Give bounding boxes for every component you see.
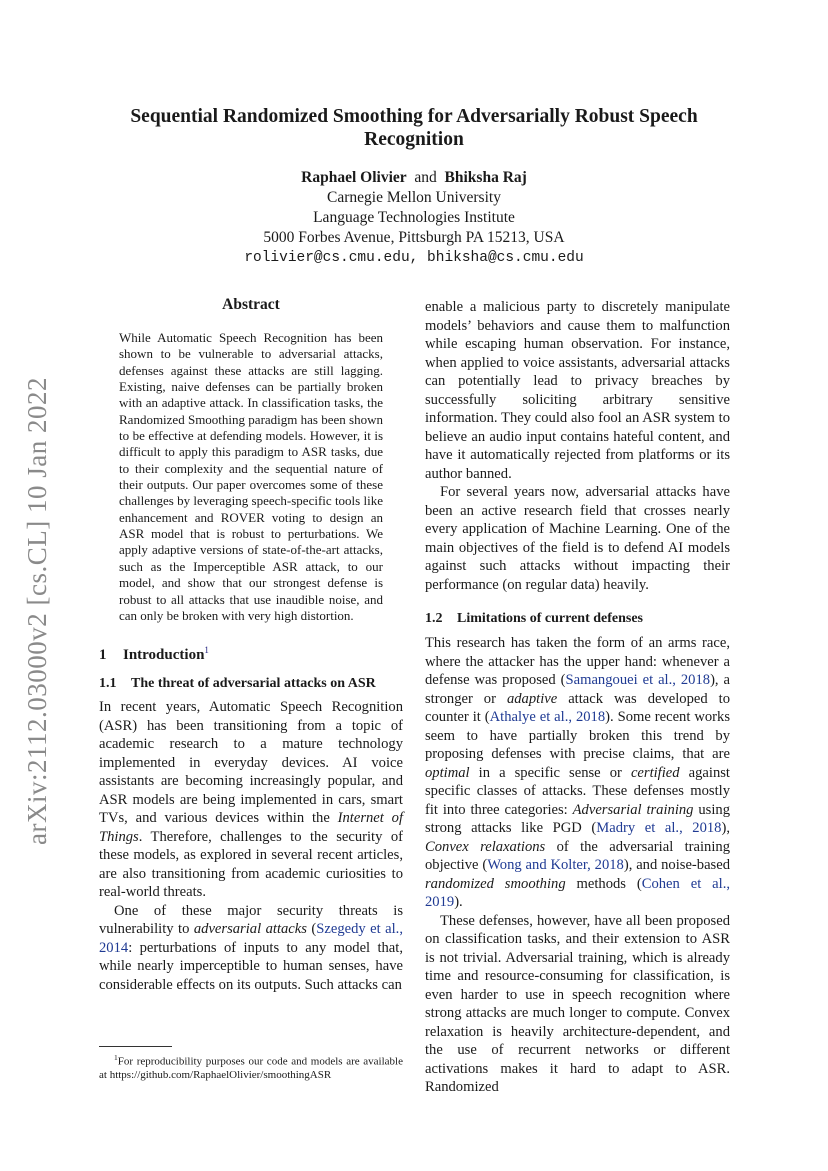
footnote-mark[interactable]: 1	[204, 645, 209, 656]
emphasis: Adversarial training	[572, 801, 694, 818]
intro-paragraph-1	[99, 698, 403, 902]
intro-paragraph-3: For several years now, adversarial attacks have been an active research field that crosses nearly every application of Machine Learning. One of the main objectives of the field is to defend AI models against such attacks without impacting their performance (on regular data) heavily.	[425, 484, 730, 593]
author-names	[100, 168, 728, 188]
emphasis: randomized smoothing	[425, 875, 566, 892]
section-1-title: Introduction	[123, 647, 205, 664]
author-2: Bhiksha Raj	[444, 169, 527, 186]
footnote-number: 1	[114, 1053, 118, 1062]
text-run: This research has taken the form of an arms race, where the attacker has the upper hand: whenever a defense was proposed (	[425, 635, 730, 688]
affiliation-institute: Language Technologies Institute	[313, 209, 515, 226]
text-run: of the adversarial training objective (	[425, 838, 730, 873]
text-run: ),	[721, 820, 730, 836]
emphasis: adversarial attacks	[193, 921, 307, 938]
limitations-paragraph-1	[425, 634, 730, 912]
text-run: in a specific sense or	[469, 764, 631, 781]
emphasis: Internet of Things	[99, 810, 403, 845]
emphasis: adaptive	[506, 690, 558, 707]
text-run: One of these major security threats is vulnerability to	[99, 902, 403, 938]
abstract-heading: Abstract	[222, 296, 280, 313]
intro-paragraph-2-continued: enable a malicious party to discretely manipulate models’ behaviors and cause them to malfunction while escaping human observation. For instance, when applied to voice assistants, adversarial attacks can potentially lead to privacy breaches by successfully soliciting arbitrary sensitive information. They could also fool an ASR system to believe an audio input contains hateful content, and have it automatically rejected from platforms or its author banned.	[425, 299, 730, 482]
emphasis: certified	[630, 764, 680, 781]
affiliation-address: 5000 Forbes Avenue, Pittsburgh PA 15213, USA	[263, 229, 565, 246]
text-run: ).	[454, 894, 463, 910]
emphasis: optimal	[425, 764, 470, 781]
author-1: Raphael Olivier	[301, 169, 407, 186]
footnote-area	[99, 1046, 403, 1082]
section-1-1-heading	[99, 676, 403, 692]
author-block	[100, 168, 728, 268]
citation-link[interactable]: Cohen et al., 2019	[425, 875, 730, 910]
section-1-1-number: 1.1	[99, 676, 117, 692]
section-1-number: 1	[99, 647, 107, 664]
footnote-content[interactable]: For reproducibility purposes our code and models are available at https://github.com/RaphaelOlivier/smoothingASR	[99, 1055, 403, 1081]
text-run: using strong attacks like PGD (	[425, 801, 731, 836]
text-run: . Therefore, challenges to the security of these models, as explored in several recent articles, are also transitioning from academic curiosities to real-world threats.	[99, 828, 403, 901]
intro-paragraph-2: One of these major security threats is vulnerability to adversarial attacks (Szegedy et al., 2014: perturbations of inputs to any model that, while nearly imperceptible to human senses, have considerable effects on its outputs. Such attacks can	[99, 902, 403, 993]
text-run: : perturbations of inputs to any model that, while nearly imperceptible to human senses, have considerable effects on its outputs. Such attacks can	[99, 939, 403, 993]
text-run: ). Some recent works seem to have partially broken this trend by proposing defenses with precise claims, that are	[425, 709, 730, 762]
author-and: and	[414, 169, 437, 186]
text-run: In recent years, Automatic Speech Recognition (ASR) has been transitioning from a topic of academic research to a mature technology implemented in everyday devices. AI voice assistants are becoming increasingly popular, and ASR models are being implemented in cars, smart TVs, and various devices within the	[99, 699, 403, 827]
text-run: ), a stronger or	[425, 672, 731, 707]
section-1-2-heading	[425, 611, 730, 627]
right-column	[425, 298, 730, 1097]
citation-link[interactable]: Szegedy et al., 2014	[99, 921, 403, 956]
section-1-2-title: Limitations of current defenses	[457, 611, 643, 626]
citation-link[interactable]: Wong and Kolter, 2018	[487, 857, 624, 873]
footnote-rule	[99, 1046, 172, 1047]
footnote-text	[99, 1051, 403, 1082]
citation-link[interactable]: Samangouei et al., 2018	[565, 672, 711, 688]
text-run: attack was developed to counter it (	[425, 690, 731, 725]
arxiv-side-stamp: arXiv:2112.03000v2 [cs.CL] 10 Jan 2022	[22, 377, 52, 845]
affiliation-university: Carnegie Mellon University	[327, 189, 501, 206]
section-1-heading	[99, 645, 403, 664]
text-run: against specific classes of attacks. These defenses mostly fit into three categories:	[425, 764, 730, 818]
text-run: methods (	[565, 875, 642, 892]
section-1-2-number: 1.2	[425, 611, 443, 626]
text-run: ), and noise-based	[623, 857, 731, 873]
paper-title: Sequential Randomized Smoothing for Adversarially Robust Speech Recognition	[130, 106, 698, 150]
left-column	[99, 296, 403, 994]
author-emails: rolivier@cs.cmu.edu, bhiksha@cs.cmu.edu	[244, 250, 584, 266]
abstract-text: While Automatic Speech Recognition has been shown to be vulnerable to adversarial attacks, defenses against these attacks are still lagging. Existing, naive defenses can be partially broken with an adaptive attack. In classification tasks, the Randomized Smoothing paradigm has been shown to be effective at defending models. However, it is difficult to apply this paradigm to ASR tasks, due to their complexity and the sequential nature of their outputs. Our paper overcomes some of these challenges by leveraging speech-specific tools like enhancement and ROVER voting to design an ASR model that is robust to perturbations. We apply adaptive versions of state-of-the-art attacks, such as the Imperceptible ASR attack, to our model, and show that our strongest defense is robust to all attacks that use inaudible noise, and can only be broken with very high distortion.	[119, 330, 383, 623]
limitations-paragraph-2: These defenses, however, have all been proposed on classification tasks, and their extension to ASR is not trivial. Adversarial training, which is already time and resource-consuming for classification, is even harder to use in speech recognition where strong attacks are much longer to compute. Convex relaxation is heavily architecture-dependent, and the use of recurrent networks or different activations makes it hard to adapt to ASR. Randomized	[425, 912, 730, 1095]
section-1-1-title: The threat of adversarial attacks on ASR	[131, 676, 376, 692]
emphasis: Convex relaxations	[425, 838, 546, 855]
citation-link[interactable]: Madry et al., 2018	[596, 820, 722, 836]
citation-link[interactable]: Athalye et al., 2018	[489, 709, 606, 725]
